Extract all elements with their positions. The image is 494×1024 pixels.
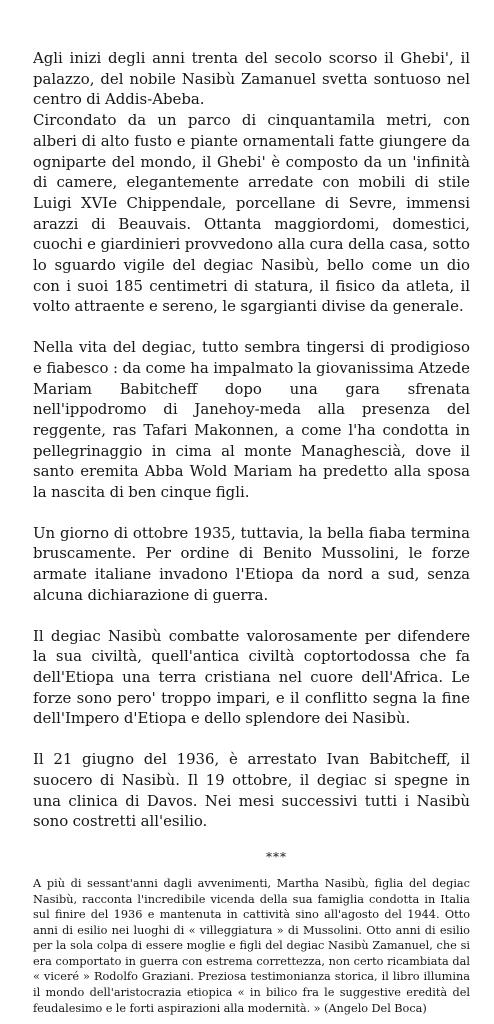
paragraph-gap <box>33 317 470 337</box>
paragraph-gap <box>33 729 470 749</box>
paragraph-gap <box>33 503 470 523</box>
paragraph-degiac-life: Nella vita del degiac, tutto sembra tingersi di prodigioso e fiabesco : da come ha impalmato la giovanissima Atzede Mariam Babitcheff dopo una gara sfrenata nell'ippodromo di Janehoy-meda alla presenza del reggente, ras Tafari Makonnen, a come l'ha condotta in pellegrinaggio in cima al monte Managhescià, dove il santo eremita Abba Wold Mariam ha predetto alla sposa la nascita di ben cinque figli. <box>33 338 470 502</box>
paragraph-exile: Il 21 giugno del 1936, è arrestato Ivan Babitcheff, il suocero di Nasibù. Il 19 ottobre, il degiac si spegne in una clinica di Davos. Nei mesi successivi tutti i Nasibù sono costretti all'esilio. <box>33 750 470 831</box>
paragraph-war: Il degiac Nasibù combatte valorosamente per difendere la sua civiltà, quell'antica civiltà coptortodossa che fa dell'Etiopa una terra cristiana nel cuore dell'Africa. Le forze sono pero' troppo impari, e il conflitto segna la fine dell'Impero d'Etiopa e dello splendore dei Nasibù. <box>33 626 470 728</box>
paragraph-palace-description: Circondato da un parco di cinquantamila metri, con alberi di alto fusto e piante ornamentali fatte giungere da ogniparte del mondo, il Ghebi' è composto da un 'infinità di camere, elegantemente arredate con mobili di stile Luigi XVIe Chippendale, porcellane di Sevre, immensi arazzi di Beauvais. Ottanta maggiordomi, domestici, cuochi e giardinieri provvedono alla cura della casa, sotto lo sguardo vigile del degiac Nasibù, bello come un dio con i suoi 185 centimetri di statura, il fisico da atleta, il volto attraente e sereno, le sgargianti divise da generale. <box>33 111 470 316</box>
back-cover-blurb: A più di sessant'anni dagli avvenimenti, Martha Nasibù, figlia del degiac Nasibù, racconta l'incredibile vicenda della sua famiglia condotta in Italia sul finire del 1936 e mantenuta in cattività sino all'agosto del 1944. Otto anni di esilio nei luoghi di « villeggiatura » di Mussolini. Otto anni di esilio per la sola colpa di essere moglie e figli del degiac Nasibù Zamanuel, che si era comportato in guerra con estrema correttezza, non certo ricambiata dal « viceré » Rodolfo Graziani. Preziosa testimonianza storica, il libro illumina il mondo dell'aristocrazia etiopica « in bilico fra le suggestive eredità del feudalesimo e le forti aspirazioni alla modernità. » (Angelo Del Boca) <box>33 876 470 1015</box>
paragraph-invasion: Un giorno di ottobre 1935, tuttavia, la bella fiaba termina bruscamente. Per ordine di Benito Mussolini, le forze armate italiane invadono l'Etiopa da nord a sud, senza alcuna dichiarazione di guerra. <box>33 523 470 604</box>
page-content <box>33 48 470 1016</box>
section-separator: *** <box>266 849 287 864</box>
paragraph-gap <box>33 606 470 626</box>
paragraph-palace-intro: Agli inizi degli anni trenta del secolo scorso il Ghebi', il palazzo, del nobile Nasibù Zamanuel svetta sontuoso nel centro di Addis-Abeba. <box>33 49 470 109</box>
